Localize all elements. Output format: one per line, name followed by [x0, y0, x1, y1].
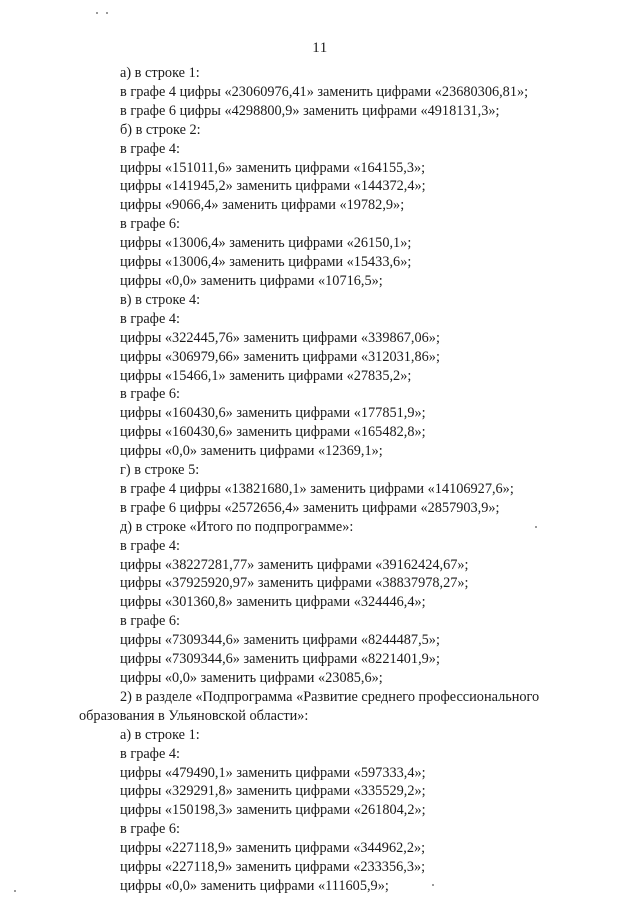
text-line: цифры «160430,6» заменить цифрами «165482,8»;	[120, 424, 426, 441]
text-line: в графе 6:	[120, 821, 180, 838]
text-line: цифры «0,0» заменить цифрами «111605,9»;	[120, 877, 389, 894]
text-line: цифры «329291,8» заменить цифрами «335529,2»;	[120, 783, 426, 800]
scan-speck	[535, 526, 537, 528]
text-line: в графе 6:	[120, 386, 180, 403]
text-line: цифры «160430,6» заменить цифрами «177851,9»;	[120, 405, 426, 422]
text-line: цифры «0,0» заменить цифрами «23085,6»;	[120, 670, 383, 686]
text-line: цифры «227118,9» заменить цифрами «344962,2»;	[120, 840, 426, 857]
text-line: в графе 6 цифры «2572656,4» заменить цифрами «2857903,9»;	[120, 499, 500, 516]
text-line: цифры «306979,66» заменить цифрами «312031,86»;	[120, 348, 440, 365]
text-line: цифры «322445,76» заменить цифрами «339867,06»;	[120, 329, 440, 346]
text-line: в графе 6 цифры «4298800,9» заменить цифрами «4918131,3»;	[120, 102, 500, 119]
text-line: цифры «15466,1» заменить цифрами «27835,2»;	[120, 367, 412, 384]
text-line: цифры «227118,9» заменить цифрами «233356,3»;	[120, 859, 426, 876]
text-line: цифры «38227281,77» заменить цифрами «39162424,67»;	[120, 556, 469, 573]
text-line: цифры «141945,2» заменить цифрами «144372,4»;	[120, 178, 426, 195]
scan-speck	[106, 12, 108, 14]
text-line: д) в строке «Итого по подпрограмме»:	[120, 518, 354, 535]
text-line: а) в строке 1:	[120, 726, 200, 743]
paragraph-line: 2) в разделе «Подпрограмма «Развитие среднего профессионального	[120, 688, 540, 705]
text-line: цифры «13006,4» заменить цифрами «26150,1»;	[120, 235, 412, 252]
page-number: 11	[312, 40, 328, 56]
text-line: в графе 4:	[120, 310, 180, 327]
text-line: в графе 4 цифры «13821680,1» заменить цифрами «14106927,6»;	[120, 480, 514, 497]
text-line: в графе 4:	[120, 537, 180, 554]
text-line: в графе 6:	[120, 216, 180, 233]
text-line: в графе 4:	[120, 745, 180, 762]
text-line: б) в строке 2:	[120, 121, 201, 138]
text-line: в графе 4:	[120, 140, 180, 157]
text-line: цифры «0,0» заменить цифрами «10716,5»;	[120, 272, 383, 289]
text-line: цифры «151011,6» заменить цифрами «164155,3»;	[120, 159, 426, 176]
text-line: в графе 6:	[120, 613, 180, 630]
text-line: цифры «13006,4» заменить цифрами «15433,6»;	[120, 254, 412, 271]
document-body	[79, 64, 601, 896]
scan-speck	[96, 12, 98, 14]
text-line: цифры «0,0» заменить цифрами «12369,1»;	[120, 443, 383, 460]
text-line: в) в строке 4:	[120, 291, 201, 308]
paragraph-continuation: образования в Ульяновской области»:	[79, 707, 309, 724]
text-line: в графе 4 цифры «23060976,41» заменить цифрами «23680306,81»;	[120, 83, 529, 100]
text-line: цифры «9066,4» заменить цифрами «19782,9»;	[120, 197, 405, 214]
text-line: цифры «479490,1» заменить цифрами «597333,4»;	[120, 764, 426, 781]
text-line: цифры «150198,3» заменить цифрами «261804,2»;	[120, 802, 426, 819]
text-line: цифры «301360,8» заменить цифрами «324446,4»;	[120, 594, 426, 611]
text-line: г) в строке 5:	[120, 462, 200, 479]
text-line: цифры «37925920,97» заменить цифрами «38837978,27»;	[120, 575, 469, 592]
scan-speck	[432, 884, 434, 886]
text-line: цифры «7309344,6» заменить цифрами «8221401,9»;	[120, 651, 440, 668]
text-line: цифры «7309344,6» заменить цифрами «8244487,5»;	[120, 632, 440, 649]
scan-speck	[14, 890, 16, 892]
text-line: а) в строке 1:	[120, 65, 200, 81]
